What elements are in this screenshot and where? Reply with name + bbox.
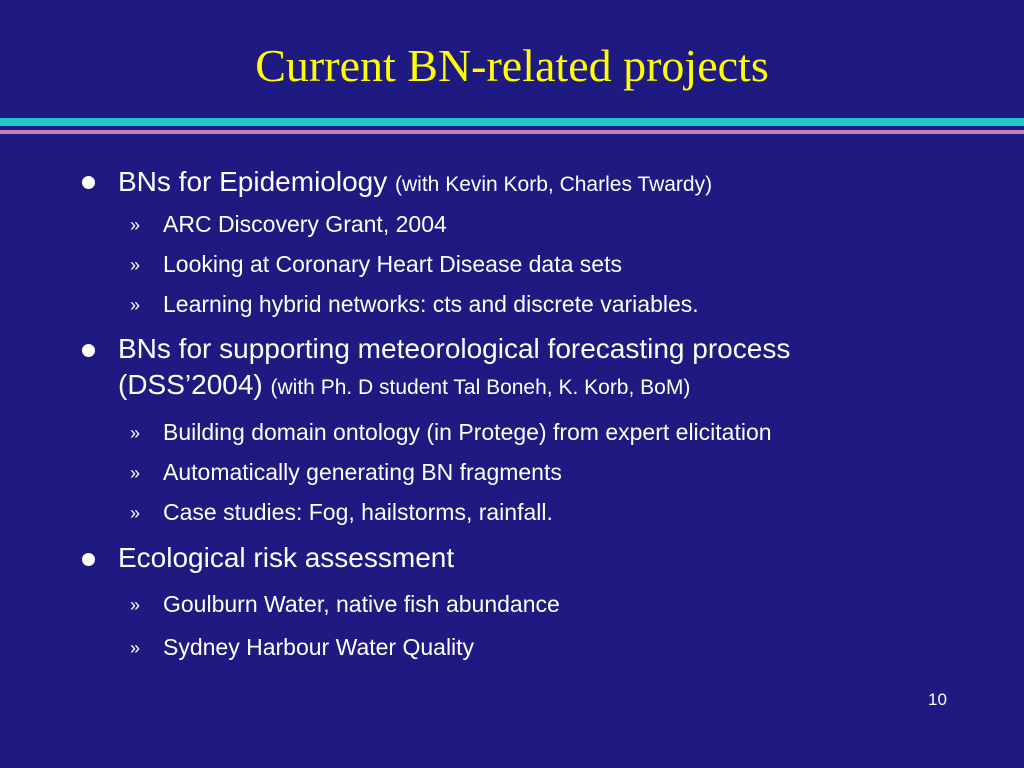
bullet-collaborators: (with Ph. D student Tal Boneh, K. Korb, BoM) <box>270 376 691 399</box>
sub-marker-icon: » <box>130 503 141 523</box>
bullet-text: BNs for supporting meteorological forecasting process <box>118 333 791 364</box>
bullet-collaborators: (with Kevin Korb, Charles Twardy) <box>395 173 713 196</box>
sub-item: Sydney Harbour Water Quality <box>163 634 475 660</box>
bullet-text: Ecological risk assessment <box>118 542 455 573</box>
sub-marker-icon: » <box>130 463 141 483</box>
sub-item: Automatically generating BN fragments <box>163 459 562 485</box>
sub-item: Learning hybrid networks: cts and discrete variables. <box>163 291 699 317</box>
bullet-epidemiology <box>118 164 958 203</box>
sub-item: Goulburn Water, native fish abundance <box>163 591 560 617</box>
sub-item: ARC Discovery Grant, 2004 <box>163 211 447 237</box>
bullet-dot-icon <box>82 344 95 357</box>
bullet-meteorological <box>118 331 958 406</box>
bullet-dot-icon <box>82 176 95 189</box>
sub-marker-icon: » <box>130 595 141 615</box>
sub-marker-icon: » <box>130 295 141 315</box>
title-divider-pink <box>0 130 1024 134</box>
bullet-text: BNs for Epidemiology <box>118 166 388 197</box>
sub-item: Looking at Coronary Heart Disease data sets <box>163 251 622 277</box>
slide-title: Current BN-related projects <box>255 40 769 91</box>
page-number: 10 <box>928 690 947 709</box>
bullet-text-line2: (DSS’2004) <box>118 369 263 400</box>
sub-marker-icon: » <box>130 638 141 658</box>
sub-marker-icon: » <box>130 423 141 443</box>
bullet-ecological <box>118 540 958 576</box>
sub-marker-icon: » <box>130 215 141 235</box>
sub-item: Case studies: Fog, hailstorms, rainfall. <box>163 499 553 525</box>
title-divider-cyan <box>0 118 1024 126</box>
sub-item: Building domain ontology (in Protege) from expert elicitation <box>163 419 772 445</box>
sub-marker-icon: » <box>130 255 141 275</box>
bullet-dot-icon <box>82 553 95 566</box>
